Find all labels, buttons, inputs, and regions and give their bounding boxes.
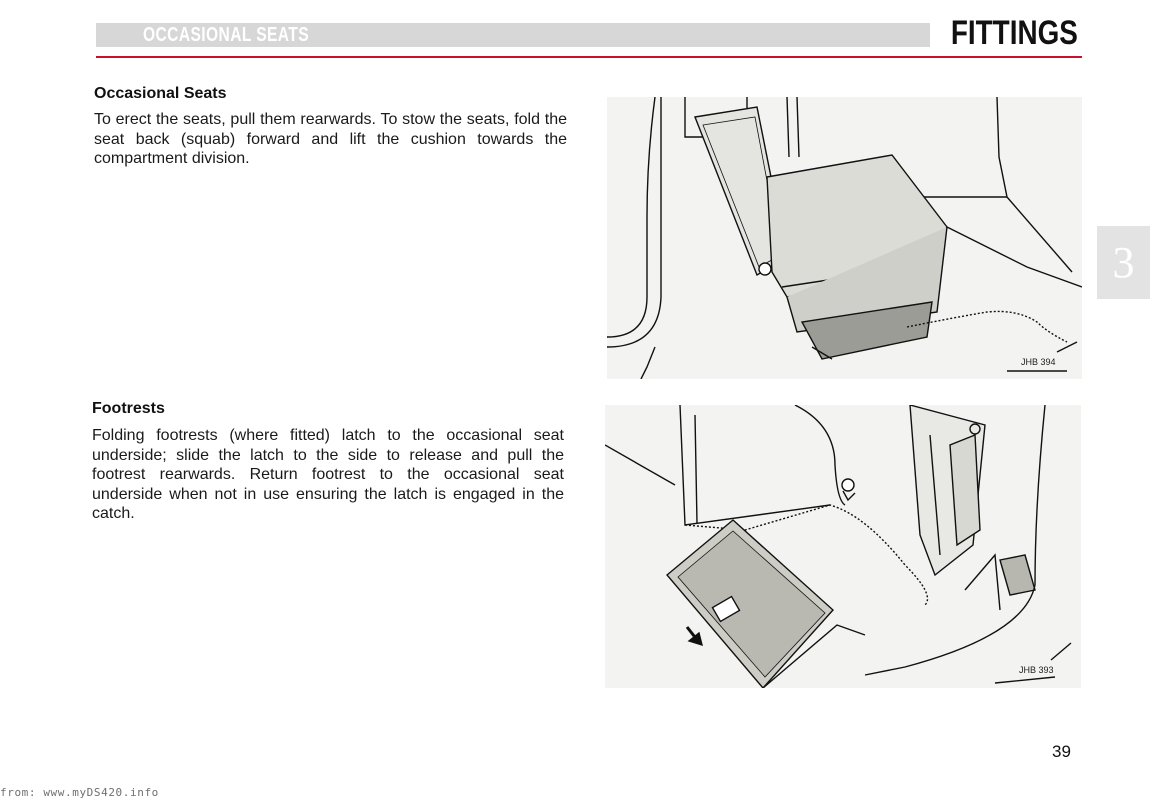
source-footer: from: www.myDS420.info (0, 786, 159, 799)
occasional-seats-text: To erect the seats, pull them rearwards. To stow the seats, fold the seat back (squab) forward and lift the cushion towards the compartment division. (94, 111, 567, 167)
page-number: 39 (1052, 742, 1071, 761)
footrest-illustration (605, 405, 1081, 688)
occasional-seat-illustration (607, 97, 1082, 379)
occasional-seats-heading: Occasional Seats (94, 85, 227, 102)
section-title: OCCASIONAL SEATS (143, 24, 310, 46)
figure-code-393: JHB 393 (1019, 665, 1054, 675)
chapter-tab[interactable]: 3 (1097, 226, 1150, 299)
footrests-text: Folding footrests (where fitted) latch to the occasional seat underside; slide the latch to the side to release and pull the footrest rearwards. Return footrest to the occasional seat underside when not in use ensuring the latch is engaged in the catch. (92, 427, 564, 522)
chapter-title: FITTINGS (950, 14, 1078, 52)
figure-code-394: JHB 394 (1021, 357, 1056, 367)
footrests-heading: Footrests (92, 400, 165, 417)
header-rule (96, 56, 1082, 58)
